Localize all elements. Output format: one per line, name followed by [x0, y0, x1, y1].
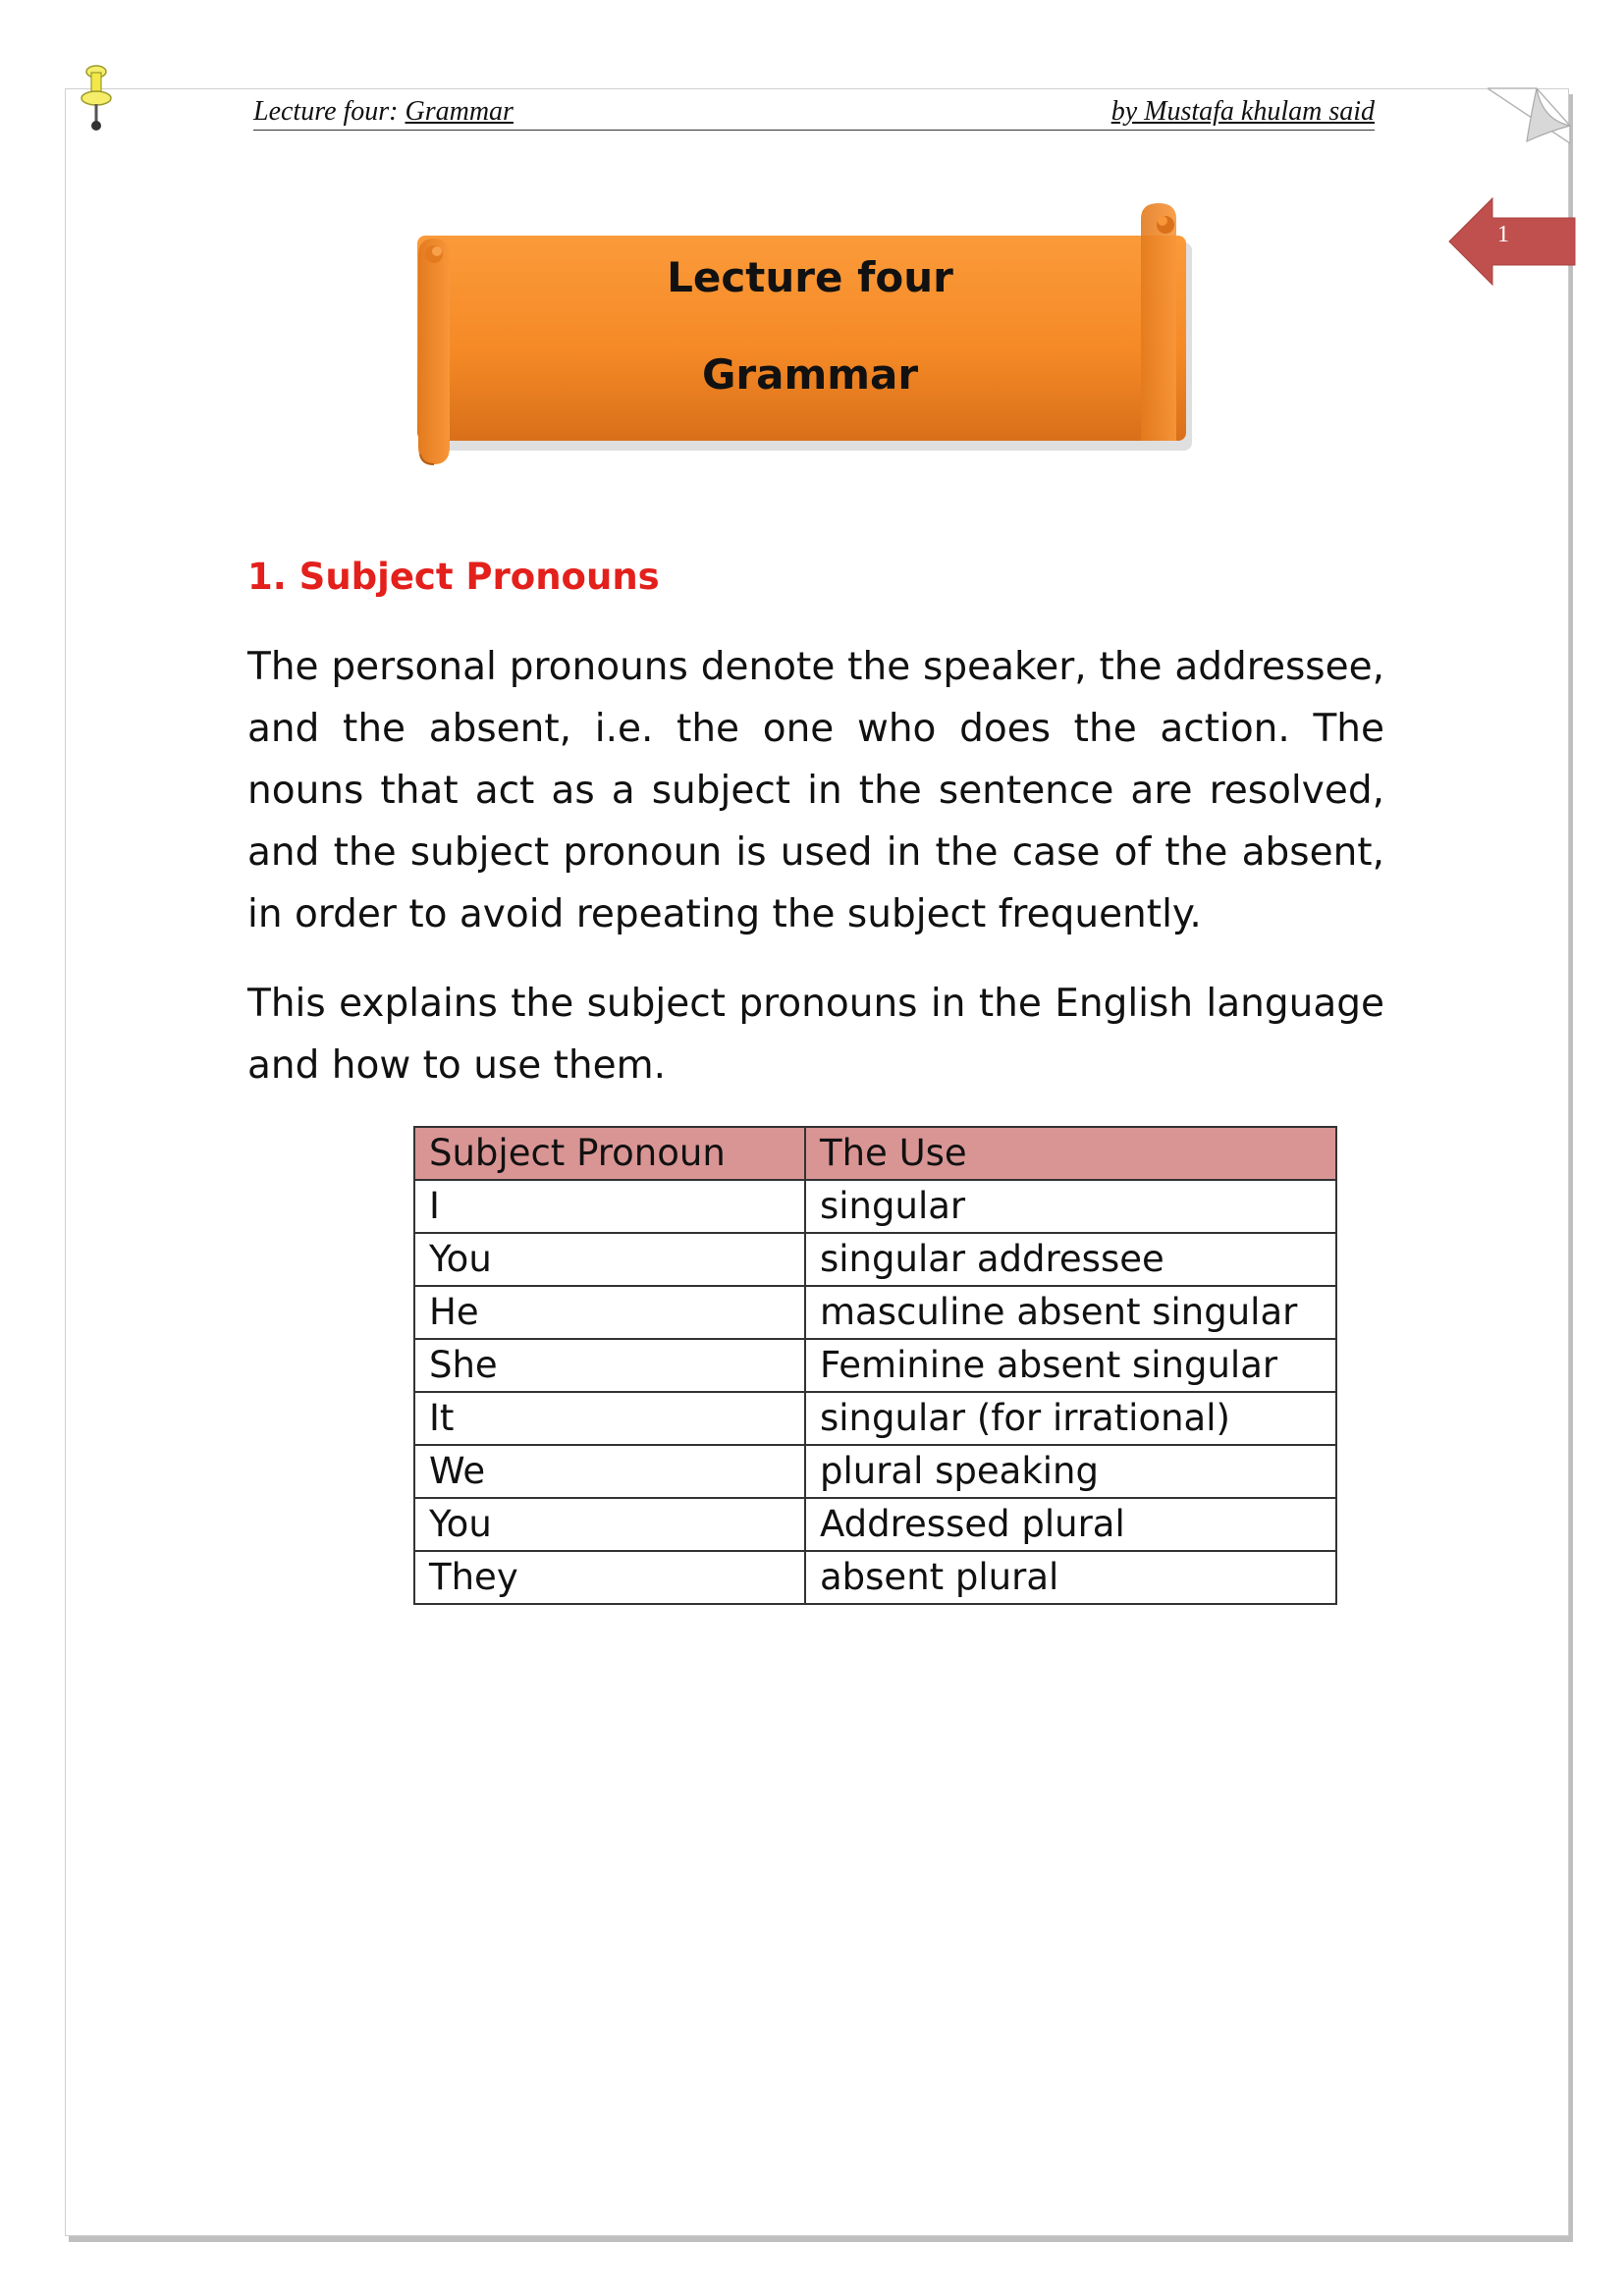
pronoun-cell: We: [414, 1445, 805, 1498]
use-cell: singular (for irrational): [805, 1392, 1336, 1445]
pronoun-cell: She: [414, 1339, 805, 1392]
table-row: [414, 1498, 1336, 1551]
pronoun-cell: You: [414, 1498, 805, 1551]
intro-paragraph: The personal pronouns denote the speaker, the addressee, and the absent, i.e. the one who does the action. The nouns that act as a subject in the sentence are resolved, and the subject pronoun is used in the case of the absent, in order to avoid repeating the subject frequently.: [247, 645, 1384, 936]
pronoun-cell: It: [414, 1392, 805, 1445]
table-row: [414, 1180, 1336, 1233]
header-left: [253, 96, 514, 128]
use-cell: absent plural: [805, 1551, 1336, 1604]
column-header-pronoun: Subject Pronoun: [414, 1127, 805, 1180]
running-header: [253, 96, 1375, 131]
pronoun-cell: They: [414, 1551, 805, 1604]
table-row: [414, 1286, 1336, 1339]
pronoun-cell: You: [414, 1233, 805, 1286]
table-row: [414, 1445, 1336, 1498]
header-lecture-label: Lecture four:: [253, 96, 399, 127]
header-author: by Mustafa khulam said: [1110, 96, 1375, 127]
page-number: 1: [1497, 222, 1509, 247]
pushpin-icon: [77, 63, 116, 133]
table-header-row: [414, 1127, 1336, 1180]
table-row: [414, 1339, 1336, 1392]
title-scroll-banner: [412, 201, 1198, 471]
explanation-paragraph: This explains the subject pronouns in the English language and how to use them.: [247, 982, 1384, 1088]
pronoun-cell: He: [414, 1286, 805, 1339]
table-row: [414, 1233, 1336, 1286]
page-curl-corner: [1488, 86, 1572, 145]
table-row: [414, 1551, 1336, 1604]
column-header-use: The Use: [805, 1127, 1336, 1180]
banner-title-line1: Lecture four: [667, 253, 953, 301]
use-cell: Feminine absent singular: [805, 1339, 1336, 1392]
use-cell: plural speaking: [805, 1445, 1336, 1498]
subject-pronoun-table: [413, 1126, 1337, 1605]
table-row: [414, 1392, 1336, 1445]
banner-title-line2: Grammar: [701, 350, 919, 399]
use-cell: Addressed plural: [805, 1498, 1336, 1551]
use-cell: singular addressee: [805, 1233, 1336, 1286]
section-heading: 1. Subject Pronouns: [247, 556, 660, 598]
header-topic: Grammar: [405, 96, 514, 127]
use-cell: masculine absent singular: [805, 1286, 1336, 1339]
use-cell: singular: [805, 1180, 1336, 1233]
pronoun-cell: I: [414, 1180, 805, 1233]
